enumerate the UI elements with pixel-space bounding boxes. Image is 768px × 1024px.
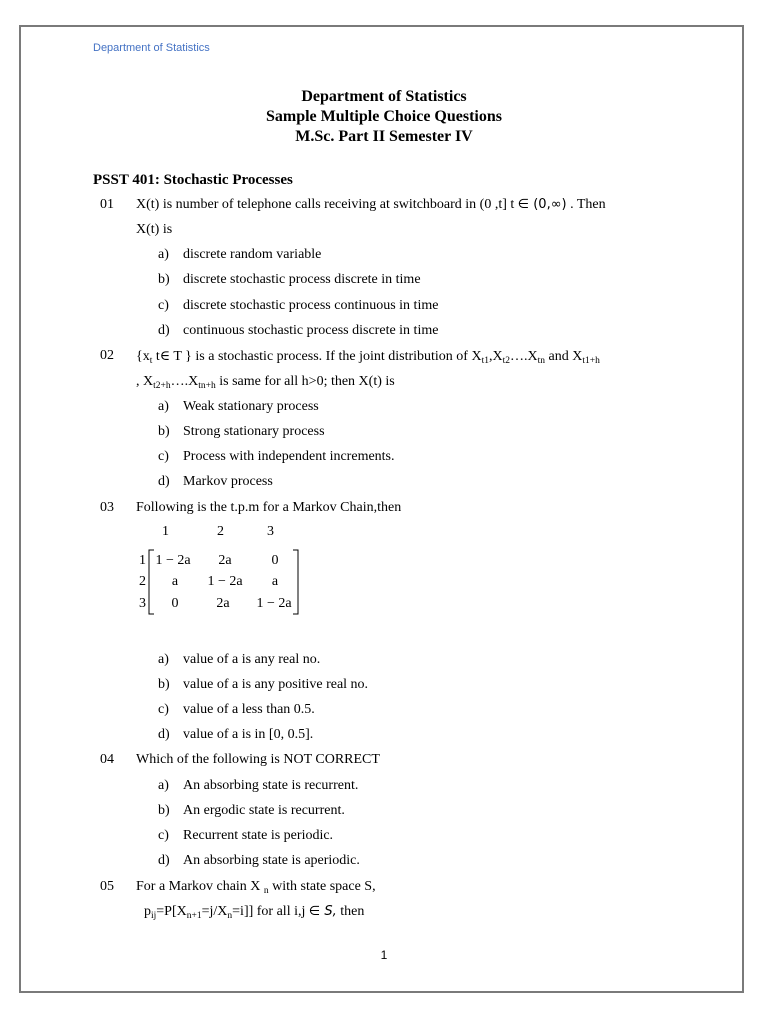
question-number: 02 xyxy=(100,348,114,363)
option-label: a) xyxy=(158,778,169,793)
option-label: b) xyxy=(158,677,170,692)
q2-subscript: tn+h xyxy=(198,381,216,391)
option-c xyxy=(158,702,315,718)
option-text: An absorbing state is recurrent. xyxy=(183,778,359,793)
matrix-cell: 1 − 2a xyxy=(256,596,292,611)
option-d xyxy=(158,727,313,743)
q5-set-expr: ∈ S, xyxy=(308,904,337,919)
matrix-cell: 1 − 2a xyxy=(207,574,243,589)
question-number: 05 xyxy=(100,879,114,894)
q2-text-part: ,X xyxy=(488,349,503,364)
option-b xyxy=(158,803,345,819)
option-text: value of a is any positive real no. xyxy=(183,677,369,692)
matrix-row-header: 1 xyxy=(139,553,146,568)
q5-text-part: then xyxy=(336,904,365,919)
option-text: value of a less than 0.5. xyxy=(183,702,315,717)
question-number: 03 xyxy=(100,500,114,515)
option-text: Markov process xyxy=(183,474,273,489)
matrix-cell: a xyxy=(271,574,279,589)
matrix-col-header: 1 xyxy=(162,524,169,539)
q2-text-part: and X xyxy=(545,349,583,364)
page-number: 1 xyxy=(380,948,388,962)
option-text: Recurrent state is periodic. xyxy=(183,828,334,843)
option-label: a) xyxy=(158,247,169,262)
document-title-line1: Department of Statistics xyxy=(301,88,467,105)
q5-text-part: p xyxy=(144,904,151,919)
q2-subscript: t1+h xyxy=(582,356,600,366)
option-label: c) xyxy=(158,298,169,313)
q2-subscript: tn xyxy=(537,356,545,366)
option-label: c) xyxy=(158,828,169,843)
matrix-cell: 2a xyxy=(218,553,232,568)
question-number: 04 xyxy=(100,752,114,767)
option-text: Process with independent increments. xyxy=(183,449,395,464)
q5-subscript: n xyxy=(263,886,269,896)
option-text: continuous stochastic process discrete in time xyxy=(183,323,439,338)
q2-text-part: t∈ T } is a stochastic process. If the joint distribution of X xyxy=(152,349,482,364)
q1-set-expr: ∈ (0,∞) xyxy=(517,197,567,212)
option-text: Strong stationary process xyxy=(183,424,325,439)
option-label: d) xyxy=(158,853,170,868)
matrix-col-header: 3 xyxy=(267,524,274,539)
q5-text-part: =j/X xyxy=(201,904,228,919)
option-label: d) xyxy=(158,474,170,489)
question-3-text: Following is the t.p.m for a Markov Chain,then xyxy=(136,500,402,515)
question-5-text xyxy=(136,879,376,896)
option-c xyxy=(158,828,333,844)
q1-text-part: . Then xyxy=(570,197,606,212)
q5-text-part: with state space S, xyxy=(268,879,376,894)
option-label: b) xyxy=(158,803,170,818)
section-heading: PSST 401: Stochastic Processes xyxy=(93,172,293,188)
q2-text-part: ….X xyxy=(509,349,538,364)
option-label: c) xyxy=(158,449,169,464)
option-b xyxy=(158,677,368,693)
option-d xyxy=(158,853,360,869)
option-d xyxy=(158,323,438,339)
option-text: discrete random variable xyxy=(183,247,322,262)
option-label: d) xyxy=(158,727,170,742)
question-1-text xyxy=(136,197,606,213)
q5-subscript: ij xyxy=(151,911,157,921)
running-header: Department of Statistics xyxy=(93,42,210,54)
option-c xyxy=(158,449,395,465)
option-b xyxy=(158,424,325,440)
question-4-text: Which of the following is NOT CORRECT xyxy=(136,752,380,767)
option-label: b) xyxy=(158,424,170,439)
option-text: discrete stochastic process continuous in time xyxy=(183,298,439,313)
matrix-row-header: 2 xyxy=(139,574,146,589)
option-text: Weak stationary process xyxy=(183,399,319,414)
matrix-cell: 2a xyxy=(216,596,230,611)
option-d xyxy=(158,474,273,490)
option-a xyxy=(158,652,320,668)
option-label: a) xyxy=(158,399,169,414)
q5-text-part: =P[X xyxy=(156,904,187,919)
q2-text-part: is same for all h>0; then X(t) is xyxy=(215,374,395,389)
question-1-text-line2: X(t) is xyxy=(136,222,173,237)
option-a xyxy=(158,778,358,794)
matrix-col-header: 2 xyxy=(217,524,224,539)
matrix-row-header: 3 xyxy=(139,596,146,611)
question-number: 01 xyxy=(100,197,114,212)
option-c xyxy=(158,298,438,314)
q5-text-part: For a Markov chain X xyxy=(136,879,261,894)
question-5-text-line2 xyxy=(144,904,364,921)
document-title-line2: Sample Multiple Choice Questions xyxy=(265,108,502,125)
document-title-line3: M.Sc. Part II Semester IV xyxy=(295,128,473,145)
option-text: An absorbing state is aperiodic. xyxy=(183,853,360,868)
q5-text-part: =i]] for all i,j xyxy=(232,904,306,919)
q2-subscript: t1 xyxy=(481,356,489,366)
q2-text-part: , X xyxy=(136,374,154,389)
q5-subscript: n xyxy=(227,911,233,921)
q5-subscript: n+1 xyxy=(186,911,202,921)
q1-text-part: X(t) is number of telephone calls receiving at switchboard in (0 ,t] t xyxy=(136,197,515,212)
q2-subscript: t2 xyxy=(502,356,510,366)
matrix-cell: 0 xyxy=(271,553,279,568)
matrix-cell: 0 xyxy=(171,596,179,611)
option-b xyxy=(158,272,421,288)
option-text: discrete stochastic process discrete in time xyxy=(183,272,421,287)
option-label: c) xyxy=(158,702,169,717)
option-label: b) xyxy=(158,272,170,287)
question-2-text-line2 xyxy=(136,374,395,391)
matrix-cell: 1 − 2a xyxy=(155,553,191,568)
option-a xyxy=(158,399,319,415)
matrix-cell: a xyxy=(171,574,179,589)
option-text: value of a is any real no. xyxy=(183,652,321,667)
q2-text-part: {x xyxy=(136,349,150,364)
option-text: value of a is in [0, 0.5]. xyxy=(183,727,314,742)
q2-subscript: t xyxy=(149,356,153,366)
option-label: a) xyxy=(158,652,169,667)
q2-subscript: t2+h xyxy=(153,381,171,391)
option-text: An ergodic state is recurrent. xyxy=(183,803,345,818)
option-a xyxy=(158,247,321,263)
option-label: d) xyxy=(158,323,170,338)
q2-text-part: ….X xyxy=(170,374,199,389)
question-2-text xyxy=(136,348,600,366)
